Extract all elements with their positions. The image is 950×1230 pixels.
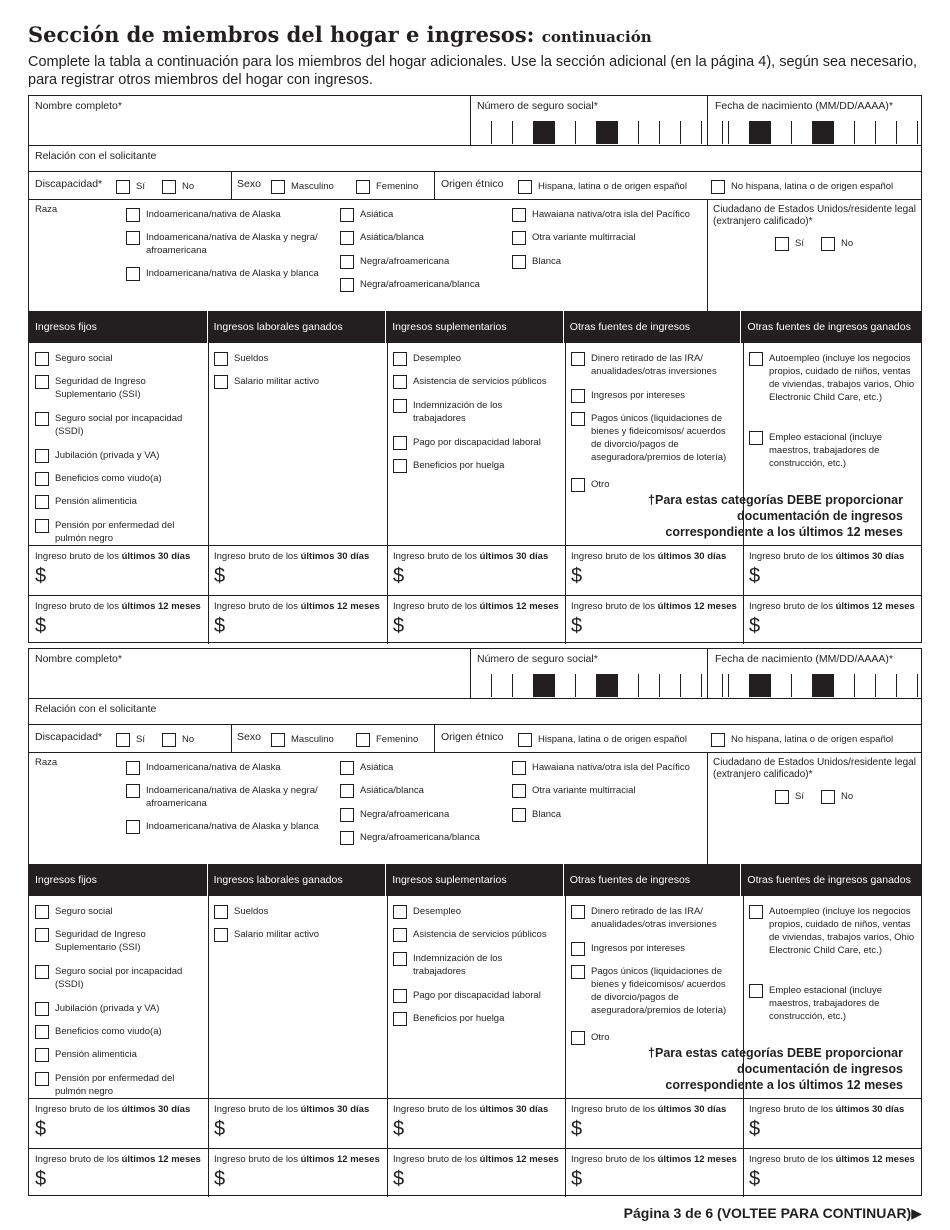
race-option-label: Indoamericana/nativa de Alaska y negra/ afroamericana bbox=[146, 232, 318, 256]
relation-label: Relación con el solicitante bbox=[35, 703, 157, 715]
race-option-label: Blanca bbox=[532, 256, 562, 267]
relation-label: Relación con el solicitante bbox=[35, 150, 157, 162]
income-option-checkbox[interactable] bbox=[214, 905, 228, 919]
race-option-checkbox[interactable] bbox=[126, 820, 140, 834]
income-option-checkbox[interactable] bbox=[35, 965, 49, 979]
race-option-checkbox[interactable] bbox=[126, 267, 140, 281]
sex-label: Sexo bbox=[237, 731, 261, 743]
citizen-no-checkbox[interactable] bbox=[821, 790, 835, 804]
race-option-label: Otra variante multirracial bbox=[532, 232, 636, 243]
income-option-checkbox[interactable] bbox=[749, 431, 763, 445]
race-option-checkbox[interactable] bbox=[512, 208, 526, 222]
income-option-checkbox[interactable] bbox=[35, 412, 49, 426]
income-option-checkbox[interactable] bbox=[571, 965, 585, 979]
member-1 bbox=[28, 95, 922, 643]
non-hispanic-checkbox[interactable] bbox=[711, 180, 725, 194]
full-name-input[interactable] bbox=[35, 114, 465, 138]
gross-30-input[interactable]: $ bbox=[214, 565, 226, 587]
income-option-checkbox[interactable] bbox=[35, 1025, 49, 1039]
income-option-checkbox[interactable] bbox=[393, 989, 407, 1003]
race-label: Raza bbox=[35, 204, 58, 215]
race-option-checkbox[interactable] bbox=[340, 761, 354, 775]
race-option-checkbox[interactable] bbox=[512, 255, 526, 269]
ethnic-label: Origen étnico bbox=[441, 731, 504, 743]
income-option-label: Sueldos bbox=[234, 353, 269, 364]
page-title: Sección de miembros del hogar e ingresos: continuación bbox=[28, 22, 652, 47]
gross-12-label: Ingreso bruto de los últimos 12 meses bbox=[214, 1154, 380, 1165]
gross-12-label: Ingreso bruto de los últimos 12 meses bbox=[749, 601, 915, 612]
income-option-checkbox[interactable] bbox=[214, 928, 228, 942]
gross-30-input[interactable]: $ bbox=[571, 1118, 583, 1140]
race-option-checkbox[interactable] bbox=[512, 808, 526, 822]
income-option-checkbox[interactable] bbox=[571, 412, 585, 426]
income-option-label: Pensión alimenticia bbox=[55, 496, 137, 507]
income-header: Ingresos fijos bbox=[29, 311, 208, 343]
income-option-label: Autoempleo (incluye los negocios propios, cuidado de niños, ventas de viviendas, trabajos varios, Ohio Electronic Child Care, etc.) bbox=[769, 353, 915, 403]
income-option-label: Indemnización de los trabajadores bbox=[413, 400, 503, 424]
income-option-label: Otro bbox=[591, 479, 610, 490]
race-option-label: Asiática bbox=[360, 209, 394, 220]
income-option-label: Pagos únicos (liquidaciones de bienes y fideicomisos/ acuerdos de divorcio/pagos de aseguradora/premios de lotería) bbox=[591, 966, 727, 1016]
gross-12-input[interactable]: $ bbox=[393, 1168, 405, 1190]
income-header: Otras fuentes de ingresos ganados bbox=[747, 320, 911, 333]
income-option-label: Empleo estacional (incluye maestros, trabajadores de construcción, etc.) bbox=[769, 985, 883, 1022]
income-option-label: Dinero retirado de las IRA/ anualidades/otras inversiones bbox=[591, 906, 717, 930]
race-option-checkbox[interactable] bbox=[512, 761, 526, 775]
citizen-no-checkbox[interactable] bbox=[821, 237, 835, 251]
race-label: Raza bbox=[35, 757, 58, 768]
income-option-checkbox[interactable] bbox=[35, 519, 49, 533]
income-option-label: Beneficios por huelga bbox=[413, 1013, 505, 1024]
gross-12-label: Ingreso bruto de los últimos 12 meses bbox=[35, 1154, 201, 1165]
citizen-label: Ciudadano de Estados Unidos/residente legal (extranjero calificado)* bbox=[713, 204, 916, 227]
dob-input[interactable] bbox=[707, 121, 918, 144]
gross-30-input[interactable]: $ bbox=[749, 1118, 761, 1140]
income-option-label: Ingresos por intereses bbox=[591, 943, 685, 954]
page-footer: Página 3 de 6 (VOLTEE PARA CONTINUAR)▶ bbox=[623, 1205, 922, 1221]
full-name-input[interactable] bbox=[35, 667, 465, 691]
race-option-checkbox[interactable] bbox=[340, 784, 354, 798]
ethnic-label: Origen étnico bbox=[441, 178, 504, 190]
income-option-checkbox[interactable] bbox=[214, 375, 228, 389]
gross-30-input[interactable]: $ bbox=[393, 1118, 405, 1140]
income-option-checkbox[interactable] bbox=[393, 352, 407, 366]
hispanic-checkbox[interactable] bbox=[518, 733, 532, 747]
income-option-label: Salario militar activo bbox=[234, 929, 319, 940]
income-option-label: Jubilación (privada y VA) bbox=[55, 450, 160, 461]
income-option-checkbox[interactable] bbox=[393, 1012, 407, 1026]
citizen-no-label: No bbox=[841, 238, 854, 249]
race-option-label: Indoamericana/nativa de Alaska bbox=[146, 209, 281, 220]
income-option-label: Seguro social por incapacidad (SSDI) bbox=[55, 413, 183, 437]
income-option-checkbox[interactable] bbox=[749, 905, 763, 919]
income-header: Otras fuentes de ingresos ganados bbox=[747, 873, 911, 886]
ssn-label: Número de seguro social* bbox=[477, 100, 598, 112]
race-option-checkbox[interactable] bbox=[340, 208, 354, 222]
race-option-checkbox[interactable] bbox=[512, 784, 526, 798]
income-header: Ingresos fijos bbox=[29, 864, 208, 896]
income-option-checkbox[interactable] bbox=[393, 928, 407, 942]
gross-12-input[interactable]: $ bbox=[571, 615, 583, 637]
race-option-label: Negra/afroamericana/blanca bbox=[360, 279, 480, 290]
disability-yes-checkbox[interactable] bbox=[116, 180, 130, 194]
income-option-checkbox[interactable] bbox=[393, 459, 407, 473]
race-option-label: Indoamericana/nativa de Alaska y negra/ afroamericana bbox=[146, 785, 318, 809]
income-option-checkbox[interactable] bbox=[35, 1002, 49, 1016]
disability-no-checkbox[interactable] bbox=[162, 733, 176, 747]
income-header: Ingresos suplementarios bbox=[386, 311, 564, 343]
gross-30-input[interactable]: $ bbox=[214, 1118, 226, 1140]
race-option-label: Hawaiana nativa/otra isla del Pacífico bbox=[532, 762, 690, 773]
member-2 bbox=[28, 648, 922, 1196]
income-option-label: Ingresos por intereses bbox=[591, 390, 685, 401]
income-option-checkbox[interactable] bbox=[35, 352, 49, 366]
income-header: Otras fuentes de ingresos bbox=[564, 864, 742, 896]
gross-30-label: Ingreso bruto de los últimos 30 días bbox=[749, 551, 905, 562]
gross-30-label: Ingreso bruto de los últimos 30 días bbox=[393, 1104, 549, 1115]
hispanic-checkbox[interactable] bbox=[518, 180, 532, 194]
income-header: Ingresos laborales ganados bbox=[208, 864, 387, 896]
disability-yes-checkbox[interactable] bbox=[116, 733, 130, 747]
sex-male-label: Masculino bbox=[291, 181, 334, 192]
sex-female-label: Femenino bbox=[376, 734, 419, 745]
race-option-label: Negra/afroamericana bbox=[360, 809, 450, 820]
income-option-checkbox[interactable] bbox=[393, 952, 407, 966]
citizen-yes-label: Sí bbox=[795, 791, 804, 802]
income-option-label: Pensión alimenticia bbox=[55, 1049, 137, 1060]
income-option-checkbox[interactable] bbox=[35, 928, 49, 942]
gross-30-input[interactable]: $ bbox=[749, 565, 761, 587]
income-option-label: Beneficios como viudo(a) bbox=[55, 473, 162, 484]
income-option-label: Autoempleo (incluye los negocios propios, cuidado de niños, ventas de viviendas, trabajos varios, Ohio Electronic Child Care, etc.) bbox=[769, 906, 915, 956]
income-option-label: Pensión por enfermedad del pulmón negro bbox=[55, 1073, 175, 1097]
ssn-label: Número de seguro social* bbox=[477, 653, 598, 665]
sex-female-label: Femenino bbox=[376, 181, 419, 192]
race-option-label: Blanca bbox=[532, 809, 562, 820]
income-option-label: Seguro social bbox=[55, 353, 113, 364]
income-option-label: Sueldos bbox=[234, 906, 269, 917]
income-header-band bbox=[29, 864, 921, 896]
race-option-checkbox[interactable] bbox=[126, 761, 140, 775]
gross-12-label: Ingreso bruto de los últimos 12 meses bbox=[35, 601, 201, 612]
gross-30-input[interactable]: $ bbox=[393, 565, 405, 587]
income-option-checkbox[interactable] bbox=[35, 1048, 49, 1062]
income-option-label: Salario militar activo bbox=[234, 376, 319, 387]
income-header: Otras fuentes de ingresos bbox=[564, 311, 742, 343]
disability-no-label: No bbox=[182, 181, 195, 192]
disability-label: Discapacidad* bbox=[35, 178, 103, 190]
gross-30-input[interactable]: $ bbox=[571, 565, 583, 587]
race-option-checkbox[interactable] bbox=[340, 278, 354, 292]
disability-no-checkbox[interactable] bbox=[162, 180, 176, 194]
income-option-label: Dinero retirado de las IRA/ anualidades/otras inversiones bbox=[591, 353, 717, 377]
income-header: Ingresos suplementarios bbox=[386, 864, 564, 896]
citizen-yes-label: Sí bbox=[795, 238, 804, 249]
non-hispanic-label: No hispana, latina o de origen español bbox=[731, 181, 894, 192]
race-option-label: Negra/afroamericana bbox=[360, 256, 450, 267]
income-option-checkbox[interactable] bbox=[571, 352, 585, 366]
income-option-label: Desempleo bbox=[413, 353, 462, 364]
income-header-band bbox=[29, 311, 921, 343]
race-option-checkbox[interactable] bbox=[126, 784, 140, 798]
income-option-checkbox[interactable] bbox=[214, 352, 228, 366]
gross-30-label: Ingreso bruto de los últimos 30 días bbox=[393, 551, 549, 562]
gross-30-label: Ingreso bruto de los últimos 30 días bbox=[571, 551, 727, 562]
race-option-label: Asiática/blanca bbox=[360, 785, 424, 796]
income-option-label: Pagos únicos (liquidaciones de bienes y fideicomisos/ acuerdos de divorcio/pagos de aseguradora/premios de lotería) bbox=[591, 413, 727, 463]
citizen-no-label: No bbox=[841, 791, 854, 802]
non-hispanic-label: No hispana, latina o de origen español bbox=[731, 734, 894, 745]
income-option-label: Beneficios como viudo(a) bbox=[55, 1026, 162, 1037]
race-option-checkbox[interactable] bbox=[512, 231, 526, 245]
ssn-input[interactable] bbox=[470, 674, 723, 697]
intro-text: Complete la tabla a continuación para los miembros del hogar adicionales. Use la sección adicional (en la página 4), según sea necesario, para registrar otros miembros del hogar con ingresos. bbox=[28, 54, 918, 88]
race-option-checkbox[interactable] bbox=[126, 231, 140, 245]
income-option-label: Desempleo bbox=[413, 906, 462, 917]
citizen-yes-checkbox[interactable] bbox=[775, 790, 789, 804]
income-option-checkbox[interactable] bbox=[571, 942, 585, 956]
sex-male-checkbox[interactable] bbox=[271, 180, 285, 194]
dob-label: Fecha de nacimiento (MM/DD/AAAA)* bbox=[715, 100, 893, 112]
race-option-label: Indoamericana/nativa de Alaska bbox=[146, 762, 281, 773]
gross-12-label: Ingreso bruto de los últimos 12 meses bbox=[749, 1154, 915, 1165]
race-option-checkbox[interactable] bbox=[340, 808, 354, 822]
disability-no-label: No bbox=[182, 734, 195, 745]
income-option-label: Seguridad de Ingreso Suplementario (SSI) bbox=[55, 929, 146, 953]
race-option-label: Hawaiana nativa/otra isla del Pacífico bbox=[532, 209, 690, 220]
gross-12-input[interactable]: $ bbox=[749, 1168, 761, 1190]
race-option-checkbox[interactable] bbox=[340, 831, 354, 845]
documentation-note: †Para estas categorías DEBE proporcionar documentación de ingresos correspondiente a los últimos 12 meses bbox=[648, 493, 903, 539]
dob-label: Fecha de nacimiento (MM/DD/AAAA)* bbox=[715, 653, 893, 665]
income-option-checkbox[interactable] bbox=[35, 1072, 49, 1086]
gross-30-input[interactable]: $ bbox=[35, 1118, 47, 1140]
gross-12-label: Ingreso bruto de los últimos 12 meses bbox=[393, 601, 559, 612]
income-option-checkbox[interactable] bbox=[571, 478, 585, 492]
sex-label: Sexo bbox=[237, 178, 261, 190]
race-option-label: Otra variante multirracial bbox=[532, 785, 636, 796]
hispanic-label: Hispana, latina o de origen español bbox=[538, 734, 687, 745]
sex-female-checkbox[interactable] bbox=[356, 180, 370, 194]
sex-male-checkbox[interactable] bbox=[271, 733, 285, 747]
income-option-checkbox[interactable] bbox=[35, 375, 49, 389]
race-option-label: Asiática bbox=[360, 762, 394, 773]
dob-input[interactable] bbox=[707, 674, 918, 697]
ssn-input[interactable] bbox=[470, 121, 723, 144]
sex-male-label: Masculino bbox=[291, 734, 334, 745]
income-option-checkbox[interactable] bbox=[749, 352, 763, 366]
income-option-checkbox[interactable] bbox=[571, 905, 585, 919]
income-option-checkbox[interactable] bbox=[393, 375, 407, 389]
income-option-checkbox[interactable] bbox=[571, 1031, 585, 1045]
citizen-label: Ciudadano de Estados Unidos/residente legal (extranjero calificado)* bbox=[713, 757, 916, 780]
income-option-checkbox[interactable] bbox=[571, 389, 585, 403]
income-option-label: Seguridad de Ingreso Suplementario (SSI) bbox=[55, 376, 146, 400]
income-option-label: Beneficios por huelga bbox=[413, 460, 505, 471]
race-option-checkbox[interactable] bbox=[340, 255, 354, 269]
income-option-label: Pago por discapacidad laboral bbox=[413, 990, 541, 1001]
gross-12-label: Ingreso bruto de los últimos 12 meses bbox=[571, 1154, 737, 1165]
income-option-checkbox[interactable] bbox=[393, 399, 407, 413]
gross-12-label: Ingreso bruto de los últimos 12 meses bbox=[571, 601, 737, 612]
race-option-label: Negra/afroamericana/blanca bbox=[360, 832, 480, 843]
gross-30-label: Ingreso bruto de los últimos 30 días bbox=[749, 1104, 905, 1115]
gross-30-label: Ingreso bruto de los últimos 30 días bbox=[35, 551, 191, 562]
income-option-label: Seguro social por incapacidad (SSDI) bbox=[55, 966, 183, 990]
income-option-label: Pensión por enfermedad del pulmón negro bbox=[55, 520, 175, 544]
income-option-label: Asistencia de servicios públicos bbox=[413, 929, 547, 940]
hispanic-label: Hispana, latina o de origen español bbox=[538, 181, 687, 192]
gross-12-input[interactable]: $ bbox=[571, 1168, 583, 1190]
gross-12-input[interactable]: $ bbox=[214, 615, 226, 637]
income-option-checkbox[interactable] bbox=[393, 905, 407, 919]
gross-12-input[interactable]: $ bbox=[214, 1168, 226, 1190]
full-name-label: Nombre completo* bbox=[35, 100, 122, 112]
income-option-checkbox[interactable] bbox=[35, 449, 49, 463]
non-hispanic-checkbox[interactable] bbox=[711, 733, 725, 747]
sex-female-checkbox[interactable] bbox=[356, 733, 370, 747]
race-option-checkbox[interactable] bbox=[126, 208, 140, 222]
gross-12-input[interactable]: $ bbox=[35, 615, 47, 637]
race-option-label: Indoamericana/nativa de Alaska y blanca bbox=[146, 268, 319, 279]
income-option-label: Empleo estacional (incluye maestros, trabajadores de construcción, etc.) bbox=[769, 432, 883, 469]
disability-label: Discapacidad* bbox=[35, 731, 103, 743]
full-name-label: Nombre completo* bbox=[35, 653, 122, 665]
income-option-label: Indemnización de los trabajadores bbox=[413, 953, 503, 977]
gross-30-label: Ingreso bruto de los últimos 30 días bbox=[214, 1104, 370, 1115]
race-option-label: Indoamericana/nativa de Alaska y blanca bbox=[146, 821, 319, 832]
gross-30-label: Ingreso bruto de los últimos 30 días bbox=[214, 551, 370, 562]
income-option-checkbox[interactable] bbox=[393, 436, 407, 450]
income-option-checkbox[interactable] bbox=[35, 495, 49, 509]
gross-12-input[interactable]: $ bbox=[393, 615, 405, 637]
race-option-checkbox[interactable] bbox=[340, 231, 354, 245]
gross-12-input[interactable]: $ bbox=[749, 615, 761, 637]
income-option-checkbox[interactable] bbox=[749, 984, 763, 998]
gross-30-input[interactable]: $ bbox=[35, 565, 47, 587]
disability-yes-label: Sí bbox=[136, 181, 145, 192]
citizen-yes-checkbox[interactable] bbox=[775, 237, 789, 251]
income-option-label: Seguro social bbox=[55, 906, 113, 917]
gross-30-label: Ingreso bruto de los últimos 30 días bbox=[35, 1104, 191, 1115]
income-option-label: Otro bbox=[591, 1032, 610, 1043]
income-option-label: Jubilación (privada y VA) bbox=[55, 1003, 160, 1014]
race-option-label: Asiática/blanca bbox=[360, 232, 424, 243]
income-option-label: Asistencia de servicios públicos bbox=[413, 376, 547, 387]
documentation-note: †Para estas categorías DEBE proporcionar documentación de ingresos correspondiente a los últimos 12 meses bbox=[648, 1046, 903, 1092]
gross-12-input[interactable]: $ bbox=[35, 1168, 47, 1190]
income-option-checkbox[interactable] bbox=[35, 905, 49, 919]
gross-30-label: Ingreso bruto de los últimos 30 días bbox=[571, 1104, 727, 1115]
gross-12-label: Ingreso bruto de los últimos 12 meses bbox=[393, 1154, 559, 1165]
income-header: Ingresos laborales ganados bbox=[208, 311, 387, 343]
income-option-label: Pago por discapacidad laboral bbox=[413, 437, 541, 448]
income-option-checkbox[interactable] bbox=[35, 472, 49, 486]
disability-yes-label: Sí bbox=[136, 734, 145, 745]
gross-12-label: Ingreso bruto de los últimos 12 meses bbox=[214, 601, 380, 612]
